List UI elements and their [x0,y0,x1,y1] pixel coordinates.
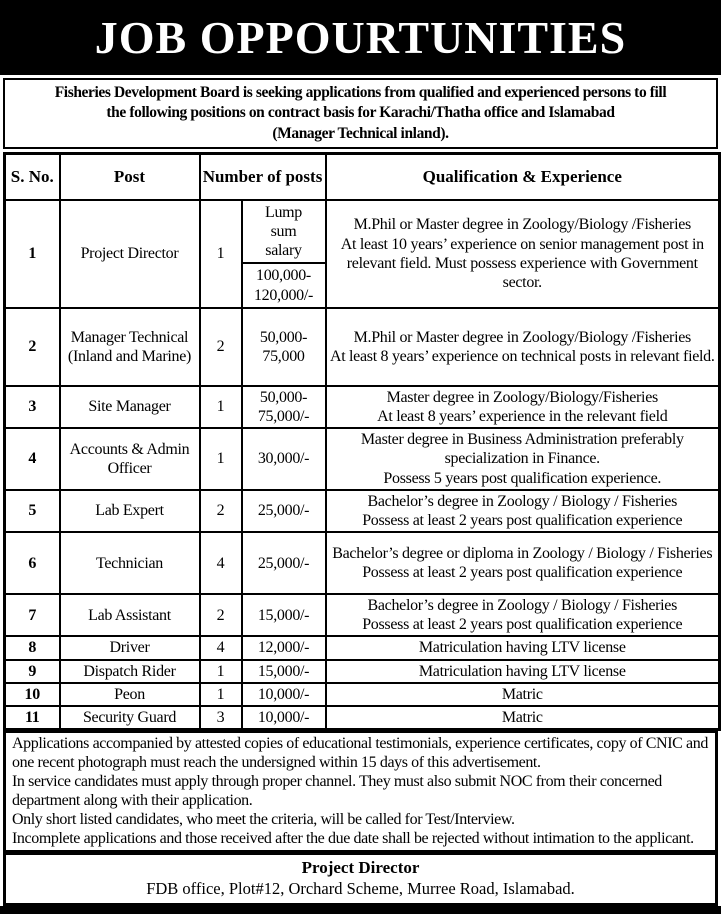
qualification-line: At least 8 years’ experience in the relevant field [377,407,668,425]
cell-posts-count: 2 [200,308,242,386]
notes-box [3,731,718,853]
table-row [5,594,720,636]
cell-salary: 10,000/- [242,683,326,706]
cell-salary: 15,000/- [242,594,326,636]
header-qualification: Qualification & Experience [326,154,720,200]
cell-post-name: Accounts & Admin Officer [60,428,200,490]
cell-serial-number: 9 [5,660,60,683]
cell-post-name: Lab Assistant [60,594,200,636]
cell-salary: 12,000/- [242,636,326,659]
cell-post-name: Site Manager [60,386,200,428]
table-header-row [5,154,720,200]
salary-value: 100,000-120,000/- [253,267,314,304]
note-line: Only short listed candidates, who meet the criteria, will be called for Test/Interview. [12,810,515,828]
qualification-line: Master degree in Zoology/Biology/Fisheries [386,388,658,406]
cell-posts-count: 4 [200,636,242,659]
table-row [5,683,720,706]
cell-qualification [326,532,720,594]
qualification-line: Bachelor’s degree or diploma in Zoology / Biology / Fisheries [332,544,713,562]
cell-post-name: Technician [60,532,200,594]
qualification-line: Master degree in Business Administration preferably specialization in Finance. [360,431,684,468]
cell-salary: 30,000/- [242,428,326,490]
intro-line: (Manager Technical inland). [272,124,449,142]
signature-address: FDB office, Plot#12, Orchard Scheme, Murree Road, Islamabad. [146,878,575,898]
cell-qualification [326,636,720,659]
cell-salary: 15,000/- [242,660,326,683]
cell-qualification [326,308,720,386]
cell-posts-count: 3 [200,706,242,730]
qualification-line: Bachelor’s degree in Zoology / Biology / Fisheries [367,492,678,510]
note-line: In service candidates must apply through proper channel. They must also submit NOC from their concerned department along with their application. [12,772,662,809]
table-row [5,660,720,683]
header-sno: S. No. [5,154,60,200]
cell-serial-number: 3 [5,386,60,428]
table-row [5,386,720,428]
table-row [5,636,720,659]
qualification-line: Possess at least 2 years post qualification experience [362,564,683,582]
cell-qualification [326,594,720,636]
cell-qualification [326,200,720,308]
qualification-line: Possess at least 2 years post qualification experience [362,511,683,529]
positions-table [3,152,721,731]
table-row [5,532,720,594]
note-line: Incomplete applications and those received after the due date shall be rejected without intimation to the applicant. [12,829,694,847]
table-row [5,706,720,730]
cell-serial-number: 10 [5,683,60,706]
title-banner [0,0,721,75]
qualification-line: Matriculation having LTV license [418,662,626,680]
cell-post-name: Driver [60,636,200,659]
cell-salary: 25,000/- [242,532,326,594]
cell-post-name: Dispatch Rider [60,660,200,683]
cell-posts-count: 1 [200,200,242,308]
qualification-line: M.Phil or Master degree in Zoology/Biology /Fisheries [353,328,691,346]
cell-posts-count: 2 [200,594,242,636]
table-row [5,428,720,490]
qualification-line: Possess at least 2 years post qualification experience [362,616,683,634]
cell-qualification [326,428,720,490]
qualification-line: Bachelor’s degree in Zoology / Biology / Fisheries [367,597,678,615]
cell-qualification [326,660,720,683]
cell-post-name: Lab Expert [60,490,200,532]
qualification-line: At least 10 years’ experience on senior management post in relevant field. Must possess experience with Government sector. [340,235,704,292]
cell-serial-number: 4 [5,428,60,490]
cell-qualification [326,386,720,428]
cell-qualification [326,683,720,706]
qualification-line: At least 8 years’ experience on technical posts in relevant field. [329,347,715,365]
cell-serial-number: 8 [5,636,60,659]
cell-salary: 50,000-75,000/- [242,386,326,428]
cell-serial-number: 1 [5,200,60,308]
cell-posts-count: 4 [200,532,242,594]
cell-qualification [326,706,720,730]
cell-salary: 25,000/- [242,490,326,532]
cell-posts-count: 1 [200,386,242,428]
table-row [5,200,720,308]
qualification-line: M.Phil or Master degree in Zoology/Biology /Fisheries [353,216,691,234]
note-line: Applications accompanied by attested copies of educational testimonials, experience certificates, copy of CNIC and one recent photograph must reach the undersigned within 15 days of this advertisement. [12,735,708,772]
cell-posts-count: 1 [200,660,242,683]
header-post: Post [60,154,200,200]
cell-salary [242,200,326,308]
cell-post-name: Security Guard [60,706,200,730]
header-number-of-posts: Number of posts [200,154,326,200]
cell-qualification [326,490,720,532]
cell-serial-number: 7 [5,594,60,636]
qualification-line: Matriculation having LTV license [418,639,626,657]
cell-post-name: Manager Technical (Inland and Marine) [60,308,200,386]
intro-line: Fisheries Development Board is seeking applications from qualified and experienced persons to fill [54,84,667,101]
cell-posts-count: 2 [200,490,242,532]
salary-label: Lump sum salary [243,201,325,265]
page-title: JOB OPPOURTUNITIES [94,12,627,63]
cell-serial-number: 11 [5,706,60,730]
cell-salary: 10,000/- [242,706,326,730]
cell-serial-number: 5 [5,490,60,532]
qualification-line: Possess 5 years post qualification experience. [383,469,662,487]
table-row [5,490,720,532]
intro-box [3,78,718,149]
intro-line: the following positions on contract basis for Karachi/Thatha office and Islamabad [106,104,615,122]
cell-serial-number: 2 [5,308,60,386]
table-row [5,308,720,386]
cell-posts-count: 1 [200,428,242,490]
cell-salary: 50,000-75,000 [242,308,326,386]
cell-post-name: Project Director [60,200,200,308]
signature-title: Project Director [301,858,420,878]
qualification-line: Matric [501,685,543,703]
cell-post-name: Peon [60,683,200,706]
bottom-band [0,906,721,914]
cell-posts-count: 1 [200,683,242,706]
signature-box [3,853,718,906]
qualification-line: Matric [501,709,543,727]
cell-serial-number: 6 [5,532,60,594]
